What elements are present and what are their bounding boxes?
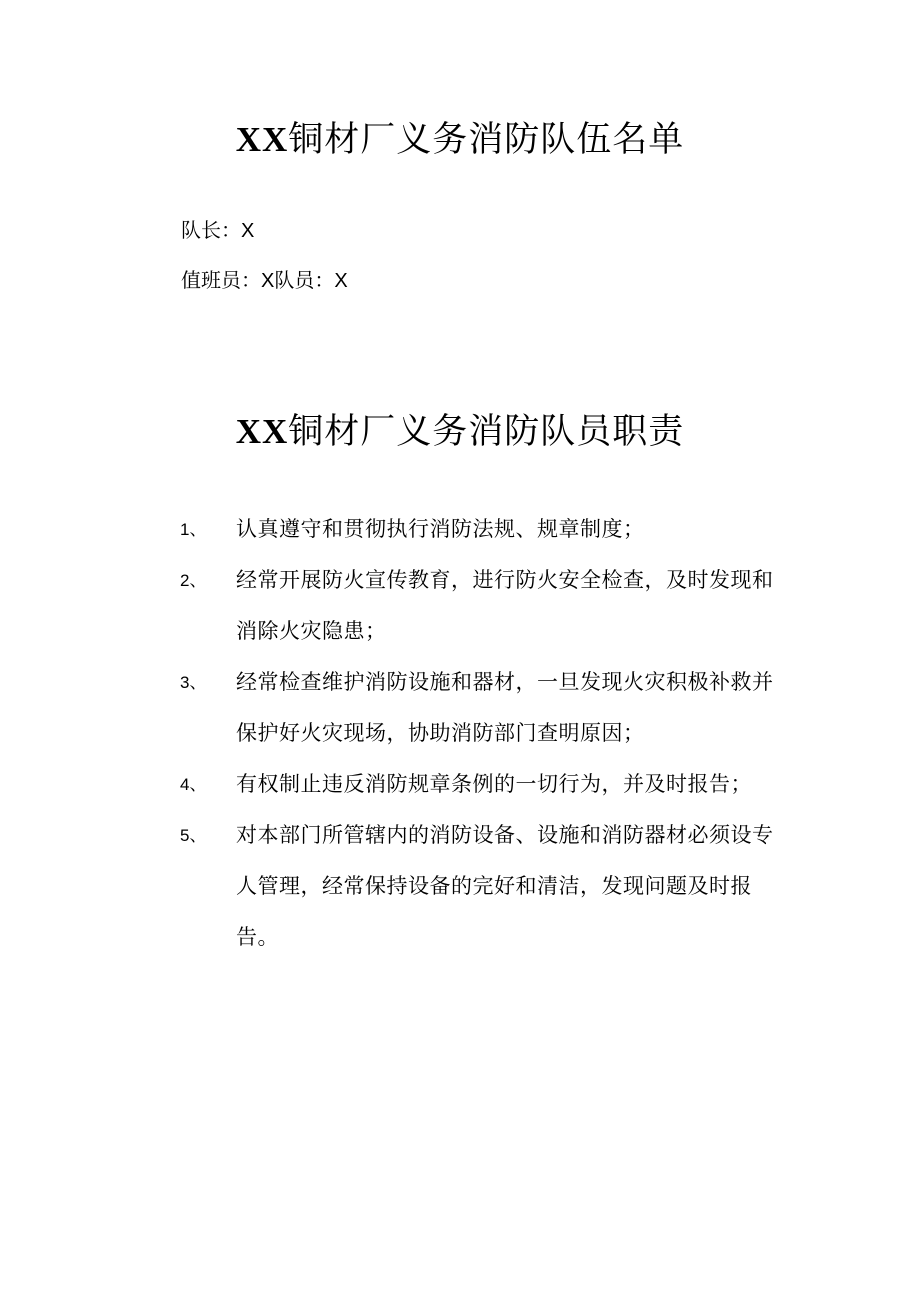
captain-value: X: [241, 220, 255, 242]
duty-number: 1、: [180, 520, 207, 539]
roster-title: [0, 118, 920, 162]
duty-item: [180, 504, 790, 555]
duties-list: [180, 504, 790, 963]
duties-title-prefix: XX: [235, 412, 289, 451]
duty-staff-value: X: [261, 270, 275, 292]
duty-number: 3、: [180, 673, 207, 692]
captain-line: [181, 216, 254, 245]
duty-item: [180, 759, 790, 810]
duty-item: [180, 657, 790, 759]
duty-item: [180, 810, 790, 963]
duty-text: 认真遵守和贯彻执行消防法规、规章制度；: [236, 517, 645, 541]
member-label: 队员：: [274, 268, 335, 292]
duty-item: [180, 555, 790, 657]
duty-text: 经常检查维护消防设施和器材，一旦发现火灾积极补救并保护好火灾现场，协助消防部门查明原因；: [236, 670, 774, 745]
members-line: [181, 266, 348, 295]
captain-label: 队长：: [181, 218, 241, 242]
duties-title-text: 铜材厂义务消防队员职责: [288, 412, 685, 452]
duties-title: [0, 410, 920, 454]
duty-number: 2、: [180, 571, 207, 590]
duty-number: 4、: [180, 775, 207, 794]
duty-text: 经常开展防火宣传教育，进行防火安全检查，及时发现和消除火灾隐患；: [236, 568, 774, 643]
duty-text: 对本部门所管辖内的消防设备、设施和消防器材必须设专人管理，经常保持设备的完好和清洁，发现问题及时报告。: [236, 823, 774, 949]
duty-staff-label: 值班员：: [181, 268, 261, 292]
duty-text: 有权制止违反消防规章条例的一切行为，并及时报告；: [236, 772, 752, 796]
roster-title-text: 铜材厂义务消防队伍名单: [288, 120, 685, 160]
roster-title-prefix: XX: [235, 120, 289, 159]
member-value: X: [334, 270, 348, 292]
duty-number: 5、: [180, 826, 207, 845]
